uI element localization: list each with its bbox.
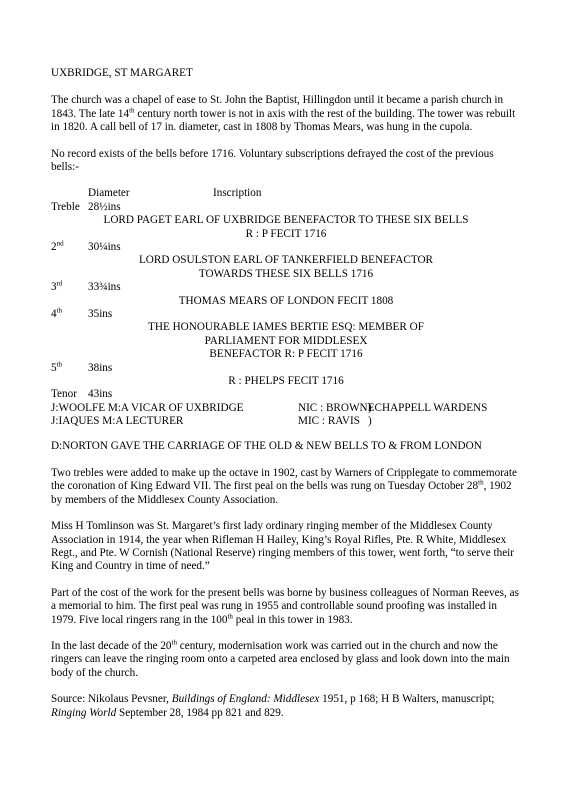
no-record-paragraph: No record exists of the bells before 1716. Voluntary subscriptions defrayed the cost of the previous bells:- [51,147,494,174]
bell-diameter: 30¼ins [88,241,121,253]
tomlinson-paragraph: Miss H Tomlinson was St. Margaret’s first lady ordinary ringing member of the Middlesex County Association in 1914, the year when Rifleman H Hailey, King’s Royal Rifles, Pte. R White, Middlesex Regt., and Pte. W Cornish (National Reserve) ringing members of this tower, went forth, “to serve their King and Country in time of need.” [51,520,515,573]
bell-inscription-line: THOMAS MEARS OF LONDON FECIT 1808 [178,294,394,307]
bell-inscription-line: PARLIAMENT FOR MIDDLESEX [204,334,368,347]
bell-label: Tenor [51,388,77,401]
decade-paragraph: In the last decade of the 20th century, modernisation work was carried out in the church and now the ringers can leave the ringing room onto a carpeted area enclosed by glass and look down into the main body of the church. [51,638,510,679]
bell-label: 4th [51,306,63,320]
bell-diameter: 33¾ins [88,281,121,294]
bell-diameter: 35ins [88,307,113,320]
bell-inscription-line: R : PHELPS FECIT 1716 [228,374,344,387]
diameter-header: Diameter [88,187,130,200]
wardens-line-1 [51,402,521,415]
bell-diameter: 38ins [88,361,113,374]
bell-rows [51,201,521,388]
bell-label: 3rd [51,279,63,294]
warden-name: NIC : BROWNE [298,401,375,414]
bell-inscription-line: TOWARDS THESE SIX BELLS 1716 [198,267,374,280]
cost-paragraph: Part of the cost of the work for the present bells was borne by business colleagues of Norman Reeves, as a memorial to him. The first peal was rung in 1955 and controllable sound proofing was installed in 1979. Five local ringers rang in the 100th peal in this tower in 1983. [51,586,519,626]
bell-inscription-line: R : P FECIT 1716 [245,227,327,240]
bells-table [51,187,521,428]
inscription-header: Inscription [213,187,262,200]
bell-diameter: 43ins [88,388,113,401]
bell-inscription-line: THE HONOURABLE IAMES BERTIE ESQ: MEMBER OF [148,321,424,334]
page-title: UXBRIDGE, ST MARGARET [51,67,193,79]
bell-inscription-line: LORD OSULSTON EARL OF TANKERFIELD BENEFACTOR [138,254,434,267]
bell-row [51,281,521,294]
clergy-name: J:IAQUES M:A LECTURER [51,415,184,428]
warden-name: MIC : RAVIS [298,415,360,428]
bell-row-tenor [51,388,521,401]
bell-inscription-line: LORD PAGET EARL OF UXBRIDGE BENEFACTOR TO THESE SIX BELLS [103,214,469,227]
intro-paragraph: The church was a chapel of ease to St. John the Baptist, Hillingdon until it became a parish church in 1843. The late 14th century north tower is not in axis with the rest of the building. The tower was rebuilt in 1820. A call bell of 17 in. diameter, cast in 1808 by Thomas Mears, was hung in the cupola. [51,94,516,134]
norton-line: D:NORTON GAVE THE CARRIAGE OF THE OLD & NEW BELLS TO & FROM LONDON [51,440,482,453]
wardens-line-2 [51,415,521,428]
clergy-name: J:WOOLFE M:A VICAR OF UXBRIDGE [51,401,244,414]
warden-role: ) [368,415,372,428]
bell-row [51,201,521,214]
bells-table-header [51,187,521,200]
trebles-paragraph: Two trebles were added to make up the octave in 1902, cast by Warners of Cripplegate to commemorate the coronation of King Edward VII. The first peal on the bells was rung on Tuesday October 28th, 1902 by members of the Middlesex County Association. [51,466,517,506]
bell-label: 2nd [51,239,64,253]
bell-diameter: 28½ins [88,200,121,213]
source-paragraph: Source: Nikolaus Pevsner, Buildings of England: Middlesex 1951, p 168; H B Walters, manuscript; Ringing World September 28, 1984 pp 821 and 829. [51,693,495,719]
bell-row [51,308,521,321]
document-page [51,67,521,733]
bell-row [51,241,521,254]
bell-label: 5th [51,359,63,374]
bell-inscription-line: BENEFACTOR R: P FECIT 1716 [209,348,363,361]
bell-label: Treble [51,200,80,213]
warden-role: ) CHAPPELL WARDENS [368,401,488,414]
bell-row [51,359,521,375]
